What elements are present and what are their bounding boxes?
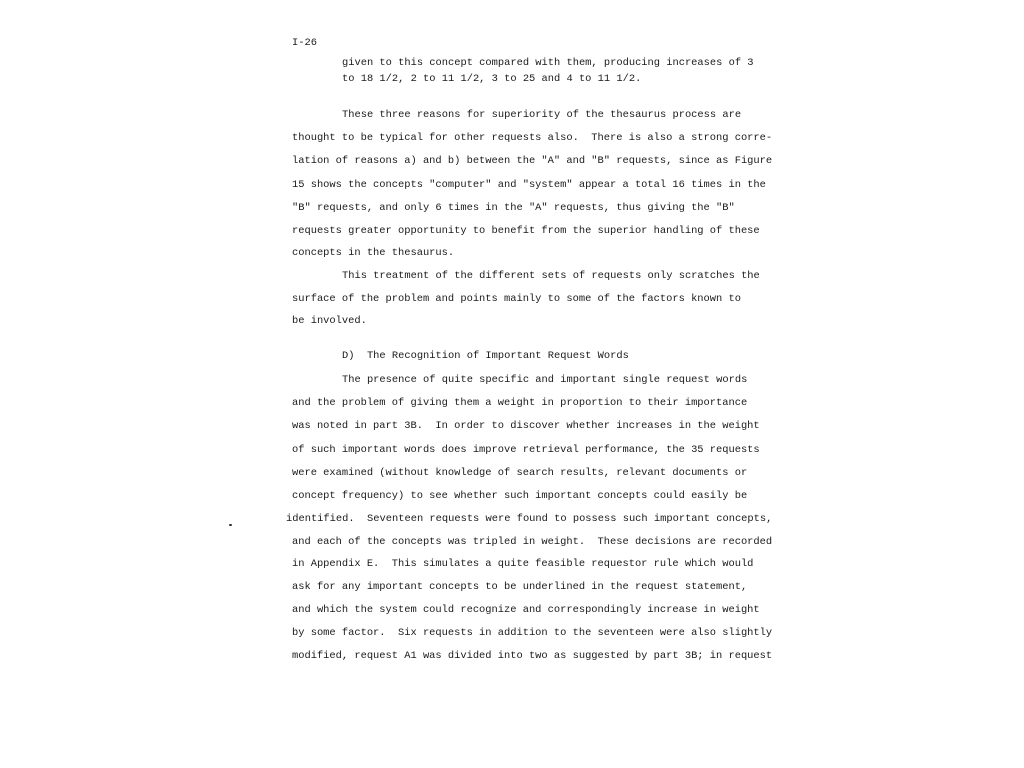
text-line: and which the system could recognize and correspondingly increase in weight: [292, 604, 760, 616]
section-heading: D) The Recognition of Important Request Words: [342, 350, 629, 362]
text-line: modified, request A1 was divided into two as suggested by part 3B; in request: [292, 650, 773, 662]
text-line: "B" requests, and only 6 times in the "A" requests, thus giving the "B": [292, 202, 735, 214]
text-line: requests greater opportunity to benefit from the superior handling of these: [292, 225, 760, 237]
text-line: in Appendix E. This simulates a quite feasible requestor rule which would: [292, 558, 754, 570]
text-line: These three reasons for superiority of the thesaurus process are: [342, 109, 742, 121]
text-line: surface of the problem and points mainly to some of the factors known to: [292, 293, 741, 305]
text-line: This treatment of the different sets of requests only scratches the: [342, 270, 760, 282]
text-line: thought to be typical for other requests also. There is also a strong corre-: [292, 132, 773, 144]
text-line: and each of the concepts was tripled in weight. These decisions are recorded: [292, 536, 773, 548]
text-line: concepts in the thesaurus.: [292, 247, 455, 259]
scan-speck: [229, 524, 232, 526]
text-line: given to this concept compared with them, producing increases of 3: [342, 57, 754, 69]
text-line: to 18 1/2, 2 to 11 1/2, 3 to 25 and 4 to 11 1/2.: [342, 73, 642, 85]
text-line: The presence of quite specific and important single request words: [342, 374, 748, 386]
text-line: concept frequency) to see whether such important concepts could easily be: [292, 490, 748, 502]
text-line: was noted in part 3B. In order to discover whether increases in the weight: [292, 420, 760, 432]
page-number: I-26: [292, 37, 317, 49]
text-line: 15 shows the concepts "computer" and "system" appear a total 16 times in the: [292, 179, 766, 191]
text-line: ask for any important concepts to be underlined in the request statement,: [292, 581, 748, 593]
text-line: identified. Seventeen requests were found to possess such important concepts,: [286, 513, 773, 525]
text-line: of such important words does improve retrieval performance, the 35 requests: [292, 444, 760, 456]
text-line: and the problem of giving them a weight in proportion to their importance: [292, 397, 748, 409]
text-line: were examined (without knowledge of search results, relevant documents or: [292, 467, 748, 479]
text-line: lation of reasons a) and b) between the "A" and "B" requests, since as Figure: [292, 155, 773, 167]
text-line: be involved.: [292, 315, 367, 327]
text-line: by some factor. Six requests in addition to the seventeen were also slightly: [292, 627, 773, 639]
